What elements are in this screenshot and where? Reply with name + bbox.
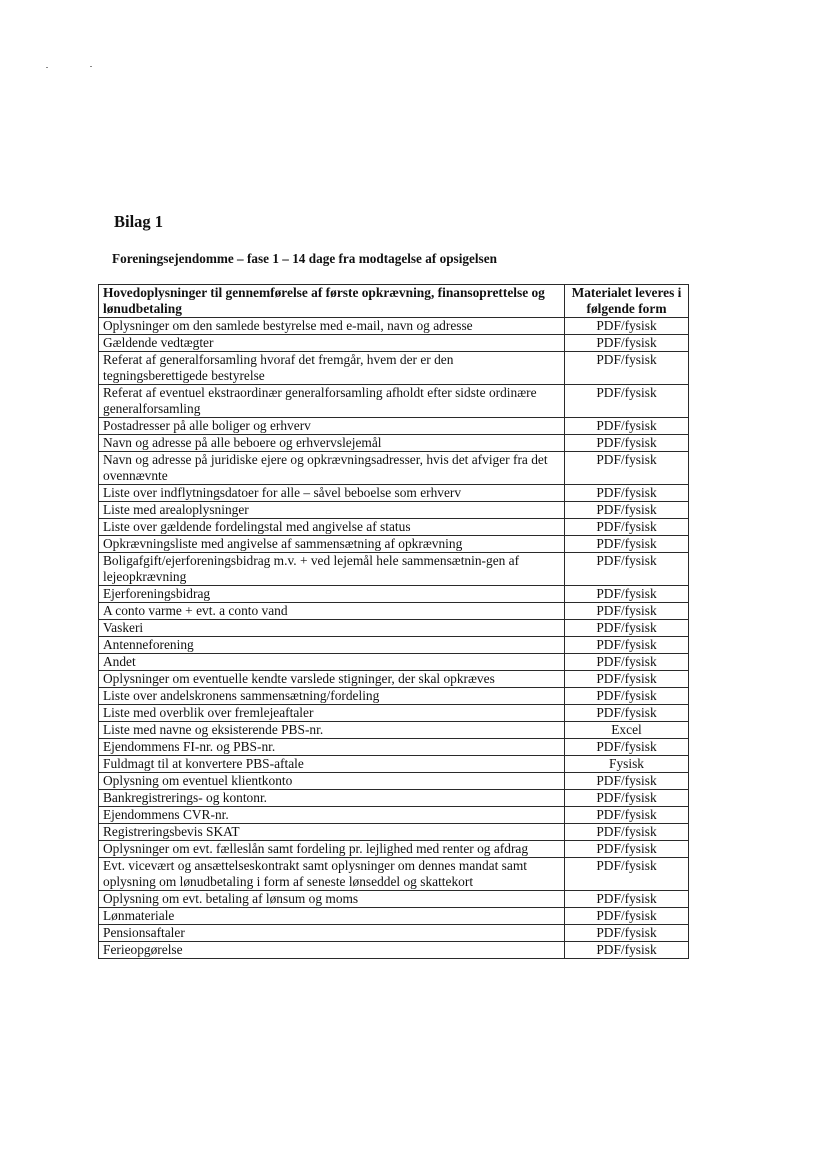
- row-form: PDF/fysisk: [565, 688, 689, 705]
- row-form: PDF/fysisk: [565, 485, 689, 502]
- table-row: [99, 671, 689, 688]
- table-row-sub: [99, 620, 689, 637]
- table-row-sub: [99, 553, 689, 586]
- row-text: Referat af eventuel ekstraordinær generalforsamling afholdt efter sidste ordinære generalforsamling: [99, 385, 565, 418]
- row-form: PDF/fysisk: [565, 858, 689, 891]
- row-form: PDF/fysisk: [565, 435, 689, 452]
- row-text: Fuldmagt til at konvertere PBS-aftale: [99, 756, 565, 773]
- row-form: PDF/fysisk: [565, 824, 689, 841]
- row-form: PDF/fysisk: [565, 519, 689, 536]
- row-text: Registreringsbevis SKAT: [99, 824, 565, 841]
- row-text: Vaskeri: [99, 620, 565, 637]
- row-text: Referat af generalforsamling hvoraf det fremgår, hvem der er den tegningsberettigede bestyrelse: [99, 352, 565, 385]
- row-text: Liste med arealoplysninger: [99, 502, 565, 519]
- row-text: Opkrævningsliste med angivelse af sammensætning af opkrævning: [99, 536, 565, 553]
- table-row-sub: [99, 637, 689, 654]
- row-form: PDF/fysisk: [565, 654, 689, 671]
- row-text: Liste over gældende fordelingstal med angivelse af status: [99, 519, 565, 536]
- row-form: PDF/fysisk: [565, 908, 689, 925]
- row-text: Oplysninger om evt. fælleslån samt fordeling pr. lejlighed med renter og afdrag: [99, 841, 565, 858]
- row-form: Excel: [565, 722, 689, 739]
- table-row: [99, 790, 689, 807]
- row-form: PDF/fysisk: [565, 841, 689, 858]
- row-form: PDF/fysisk: [565, 705, 689, 722]
- header-delivery-form: Materialet leveres i følgende form: [565, 285, 689, 318]
- table-row: [99, 536, 689, 553]
- row-text: Boligafgift/ejerforeningsbidrag m.v. + ved lejemål hele sammensætnin-gen af lejeopkrævning: [99, 553, 565, 586]
- table-row: [99, 891, 689, 908]
- table-row: [99, 773, 689, 790]
- table-row: [99, 485, 689, 502]
- row-text: Pensionsaftaler: [99, 925, 565, 942]
- row-text: Liste med overblik over fremlejeaftaler: [99, 705, 565, 722]
- table-row: [99, 722, 689, 739]
- row-form: PDF/fysisk: [565, 603, 689, 620]
- table-row: [99, 418, 689, 435]
- row-text: Ejendommens FI-nr. og PBS-nr.: [99, 739, 565, 756]
- table-row: [99, 318, 689, 335]
- table-row: [99, 335, 689, 352]
- row-text: Ejerforeningsbidrag: [99, 586, 565, 603]
- row-form: PDF/fysisk: [565, 553, 689, 586]
- table-row: [99, 519, 689, 536]
- row-form: PDF/fysisk: [565, 807, 689, 824]
- row-form: PDF/fysisk: [565, 418, 689, 435]
- row-form: PDF/fysisk: [565, 318, 689, 335]
- table-row: [99, 841, 689, 858]
- row-form: PDF/fysisk: [565, 925, 689, 942]
- table-row: [99, 688, 689, 705]
- row-form: PDF/fysisk: [565, 620, 689, 637]
- row-form: PDF/fysisk: [565, 502, 689, 519]
- table-row-sub: [99, 654, 689, 671]
- row-form: PDF/fysisk: [565, 352, 689, 385]
- row-text: Lønmateriale: [99, 908, 565, 925]
- row-form: PDF/fysisk: [565, 739, 689, 756]
- row-text: Liste over indflytningsdatoer for alle – såvel beboelse som erhverv: [99, 485, 565, 502]
- row-form: PDF/fysisk: [565, 891, 689, 908]
- table-row: [99, 925, 689, 942]
- row-form: PDF/fysisk: [565, 536, 689, 553]
- table-row-sub: [99, 603, 689, 620]
- table-row: [99, 352, 689, 385]
- row-text: A conto varme + evt. a conto vand: [99, 603, 565, 620]
- table-row: [99, 739, 689, 756]
- scan-speck: [90, 66, 92, 67]
- row-text: Oplysninger om eventuelle kendte varslede stigninger, der skal opkræves: [99, 671, 565, 688]
- table-row-sub: [99, 586, 689, 603]
- table-row: [99, 942, 689, 959]
- table-row: [99, 385, 689, 418]
- row-form: PDF/fysisk: [565, 385, 689, 418]
- table-row: [99, 824, 689, 841]
- row-form: PDF/fysisk: [565, 335, 689, 352]
- row-form: PDF/fysisk: [565, 586, 689, 603]
- table-row: [99, 807, 689, 824]
- scan-speck: [46, 67, 48, 68]
- table-header-row: [99, 285, 689, 318]
- row-form: PDF/fysisk: [565, 637, 689, 654]
- table-row: [99, 452, 689, 485]
- row-form: PDF/fysisk: [565, 671, 689, 688]
- page-subtitle: Foreningsejendomme – fase 1 – 14 dage fra modtagelse af opsigelsen: [112, 251, 497, 266]
- table-row: [99, 435, 689, 452]
- table-row: [99, 908, 689, 925]
- row-text: Bankregistrerings- og kontonr.: [99, 790, 565, 807]
- row-text: Ejendommens CVR-nr.: [99, 807, 565, 824]
- row-text: Liste med navne og eksisterende PBS-nr.: [99, 722, 565, 739]
- row-text: Ferieopgørelse: [99, 942, 565, 959]
- row-text: Andet: [99, 654, 565, 671]
- row-text: Oplysning om eventuel klientkonto: [99, 773, 565, 790]
- row-text: Navn og adresse på juridiske ejere og opkrævningsadresser, hvis det afviger fra det ovennævnte: [99, 452, 565, 485]
- page-title: Bilag 1: [114, 212, 164, 231]
- row-text: Evt. vicevært og ansættelseskontrakt samt oplysninger om dennes mandat samt oplysning om lønudbetaling i form af seneste lønseddel og skattekort: [99, 858, 565, 891]
- table-row: [99, 705, 689, 722]
- row-form: PDF/fysisk: [565, 790, 689, 807]
- row-form: PDF/fysisk: [565, 773, 689, 790]
- table-row: [99, 756, 689, 773]
- row-text: Gældende vedtægter: [99, 335, 565, 352]
- row-text: Postadresser på alle boliger og erhverv: [99, 418, 565, 435]
- requirements-table: [98, 284, 689, 959]
- row-form: PDF/fysisk: [565, 942, 689, 959]
- row-text: Liste over andelskronens sammensætning/fordeling: [99, 688, 565, 705]
- row-text: Navn og adresse på alle beboere og erhvervslejemål: [99, 435, 565, 452]
- row-form: PDF/fysisk: [565, 452, 689, 485]
- row-text: Oplysninger om den samlede bestyrelse med e-mail, navn og adresse: [99, 318, 565, 335]
- table-row: [99, 502, 689, 519]
- row-text: Oplysning om evt. betaling af lønsum og moms: [99, 891, 565, 908]
- header-main-info: Hovedoplysninger til gennemførelse af første opkrævning, finansoprettelse og lønudbetaling: [99, 285, 565, 318]
- row-form: Fysisk: [565, 756, 689, 773]
- table-row: [99, 858, 689, 891]
- row-text: Antenneforening: [99, 637, 565, 654]
